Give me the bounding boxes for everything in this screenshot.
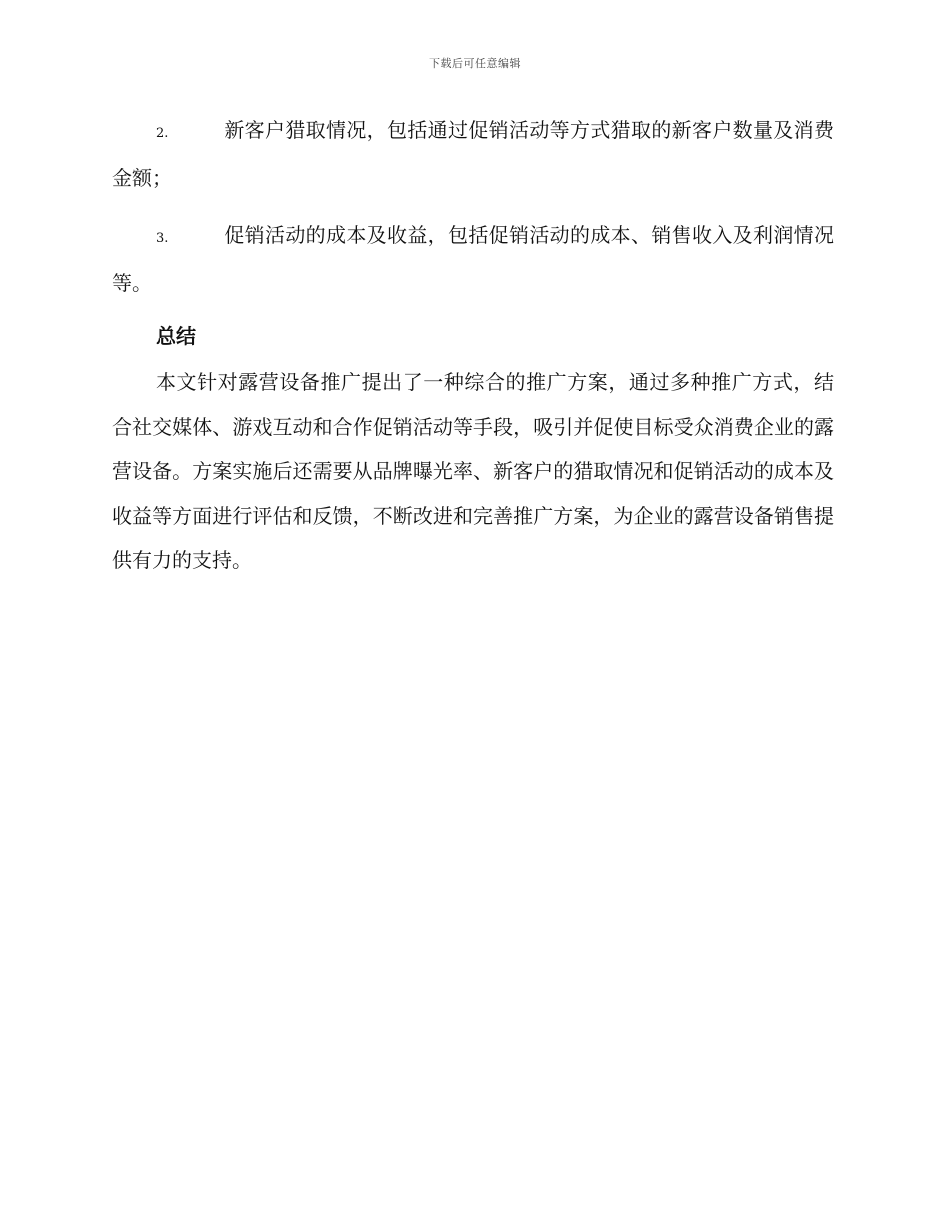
page-header: 下载后可任意编辑 [429, 57, 521, 70]
list-item-text: 促销活动的成本及收益，包括促销活动的成本、销售收入及利润情况等。 [112, 223, 834, 295]
summary-paragraph: 本文针对露营设备推广提出了一种综合的推广方案，通过多种推广方式，结合社交媒体、游戏互动和合作促销活动等手段，吸引并促使目标受众消费企业的露营设备。方案实施后还需要从品牌曝光率、新客户的猎取情况和促销活动的成本及收益等方面进行评估和反馈，不断改进和完善推广方案，为企业的露营设备销售提供有力的支持。 [112, 370, 834, 572]
list-item [112, 213, 834, 306]
list-item-number: 2. [156, 126, 169, 141]
section-heading-summary: 总结 [156, 324, 196, 348]
document-body [112, 108, 834, 583]
list-item-text: 新客户猎取情况，包括通过促销活动等方式猎取的新客户数量及消费金额； [112, 118, 834, 190]
list-item-number: 3. [156, 231, 169, 246]
list-item [112, 108, 834, 201]
